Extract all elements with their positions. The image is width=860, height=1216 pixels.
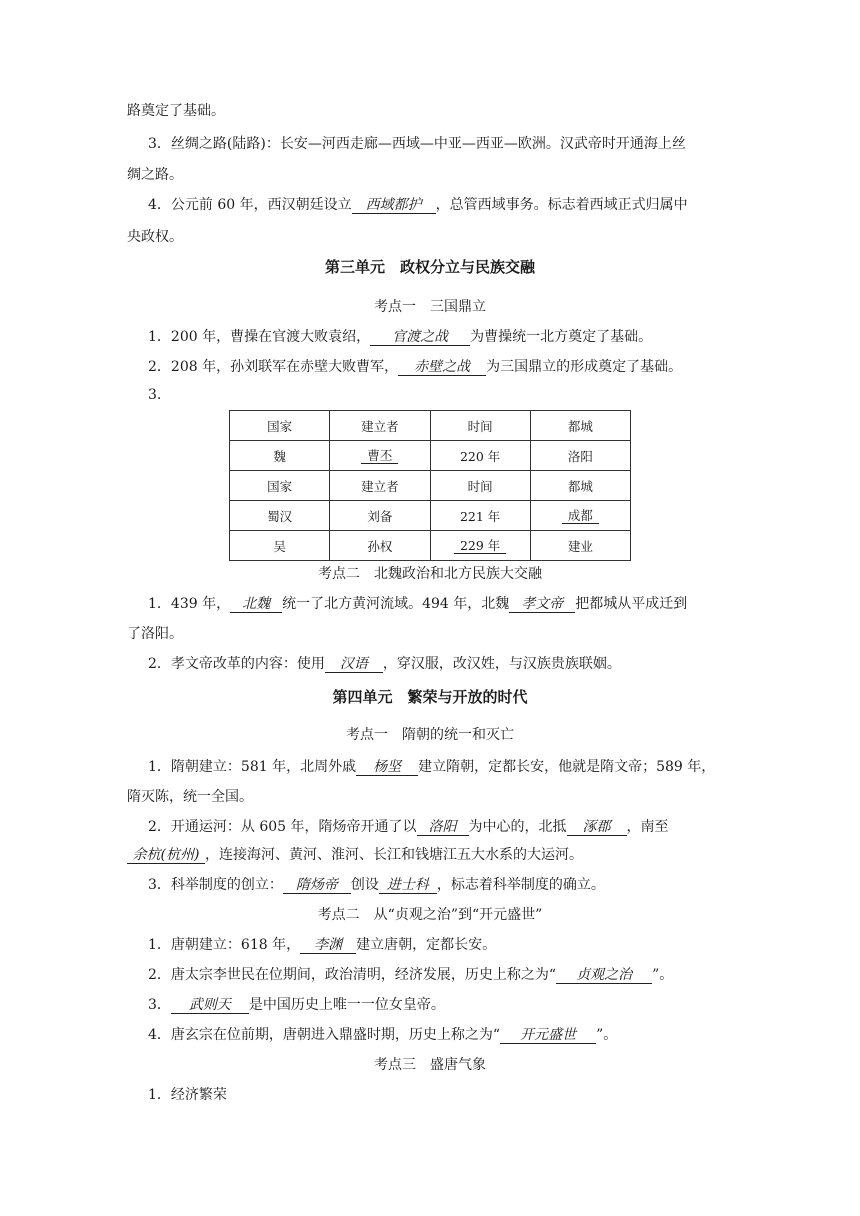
- text-line: 1．200 年，曹操在官渡大败袁绍， 官渡之战 为曹操统一北方奠定了基础。: [148, 329, 653, 345]
- answer-blank: 李渊: [300, 937, 356, 954]
- unit-heading: 第四单元 繁荣与开放的时代: [332, 688, 528, 706]
- answer-blank: 隋炀帝: [283, 877, 351, 894]
- answer-blank: 进士科: [379, 877, 437, 894]
- text-line: 2．开通运河：从 605 年，隋炀帝开通了以 洛阳 为中心的，北抵 涿郡 ，南至: [148, 819, 669, 835]
- table-row: 国家 建立者 时间 都城: [230, 411, 631, 441]
- table-row: 吴 孙权 229 年 建业: [230, 531, 631, 561]
- text-line: 1．439 年， 北魏 统一了北方黄河流域。494 年，北魏 孝文帝 把都城从平成迁到: [148, 596, 688, 612]
- text-line: 1．经济繁荣: [148, 1087, 227, 1103]
- answer-blank: 229 年: [454, 538, 506, 554]
- text-line: 绸之路。: [127, 167, 183, 183]
- answer-blank: 官渡之战: [370, 329, 470, 346]
- answer-blank: 贞观之治: [556, 967, 652, 984]
- three-kingdoms-table: [229, 410, 631, 561]
- answer-blank: 洛阳: [417, 819, 469, 836]
- answer-blank: 余杭(杭州): [127, 847, 205, 864]
- text-line: 4．公元前 60 年，西汉朝廷设立 西域都护 ，总管西域事务。标志着西域正式归属中: [148, 197, 688, 213]
- answer-blank: 成都: [562, 508, 599, 524]
- unit-heading: 第三单元 政权分立与民族交融: [324, 258, 535, 276]
- text-line: 2．208 年，孙刘联军在赤壁大败曹军， 赤壁之战 为三国鼎立的形成奠定了基础。: [148, 359, 683, 375]
- section-heading: 考点三 盛唐气象: [374, 1057, 486, 1073]
- text-line: 隋灭陈，统一全国。: [127, 789, 253, 805]
- text-line: 2．孝文帝改革的内容：使用 汉语 ，穿汉服，改汉姓，与汉族贵族联姻。: [148, 656, 621, 672]
- text-line: 2．唐太宗李世民在位期间，政治清明，经济发展，历史上称之为“ 贞观之治 ”。: [148, 967, 674, 983]
- text-line: 4．唐玄宗在位前期，唐朝进入鼎盛时期，历史上称之为“ 开元盛世 ”。: [148, 1027, 618, 1043]
- table-row: 国家 建立者 时间 都城: [230, 471, 631, 501]
- text-line: 路奠定了基础。: [127, 103, 225, 119]
- answer-blank: 汉语: [325, 656, 383, 673]
- answer-blank: 赤壁之战: [398, 359, 486, 376]
- text-line: 3．科举制度的创立： 隋炀帝 创设 进士科 ，标志着科举制度的确立。: [148, 877, 605, 893]
- section-heading: 考点二 从“贞观之治”到“开元盛世”: [317, 907, 543, 923]
- section-heading: 考点一 隋朝的统一和灭亡: [346, 727, 514, 743]
- table-row: 蜀汉 刘备 221 年 成都: [230, 501, 631, 531]
- text-line: 1．隋朝建立：581 年，北周外戚 杨坚 建立隋朝，定都长安，他就是隋文帝；589 年，: [148, 759, 716, 775]
- answer-blank: 西域都护: [352, 197, 436, 214]
- answer-blank: 杨坚: [356, 759, 418, 776]
- text-line: 3．丝绸之路(陆路)：长安—河西走廊—西域—中亚—西亚—欧洲。汉武帝时开通海上丝: [148, 136, 686, 152]
- text-line: 余杭(杭州) ，连接海河、黄河、淮河、长江和钱塘江五大水系的大运河。: [127, 846, 583, 864]
- answer-blank: 开元盛世: [500, 1027, 596, 1044]
- section-heading: 考点二 北魏政治和北方民族大交融: [318, 566, 542, 582]
- text-line: 了洛阳。: [127, 626, 183, 642]
- answer-blank: 曹丕: [361, 448, 398, 464]
- text-line: 央政权。: [127, 229, 183, 245]
- answer-blank: 武则天: [171, 997, 249, 1014]
- section-heading: 考点一 三国鼎立: [374, 299, 486, 315]
- table-row: 魏 曹丕 220 年 洛阳: [230, 441, 631, 471]
- text-line: 1．唐朝建立：618 年， 李渊 建立唐朝，定都长安。: [148, 937, 497, 953]
- answer-blank: 孝文帝: [509, 596, 575, 613]
- answer-blank: 涿郡: [567, 819, 627, 836]
- text-line: 3.: [148, 387, 162, 403]
- answer-blank: 北魏: [230, 596, 282, 613]
- text-line: 3． 武则天 是中国历史上唯一一位女皇帝。: [148, 997, 445, 1013]
